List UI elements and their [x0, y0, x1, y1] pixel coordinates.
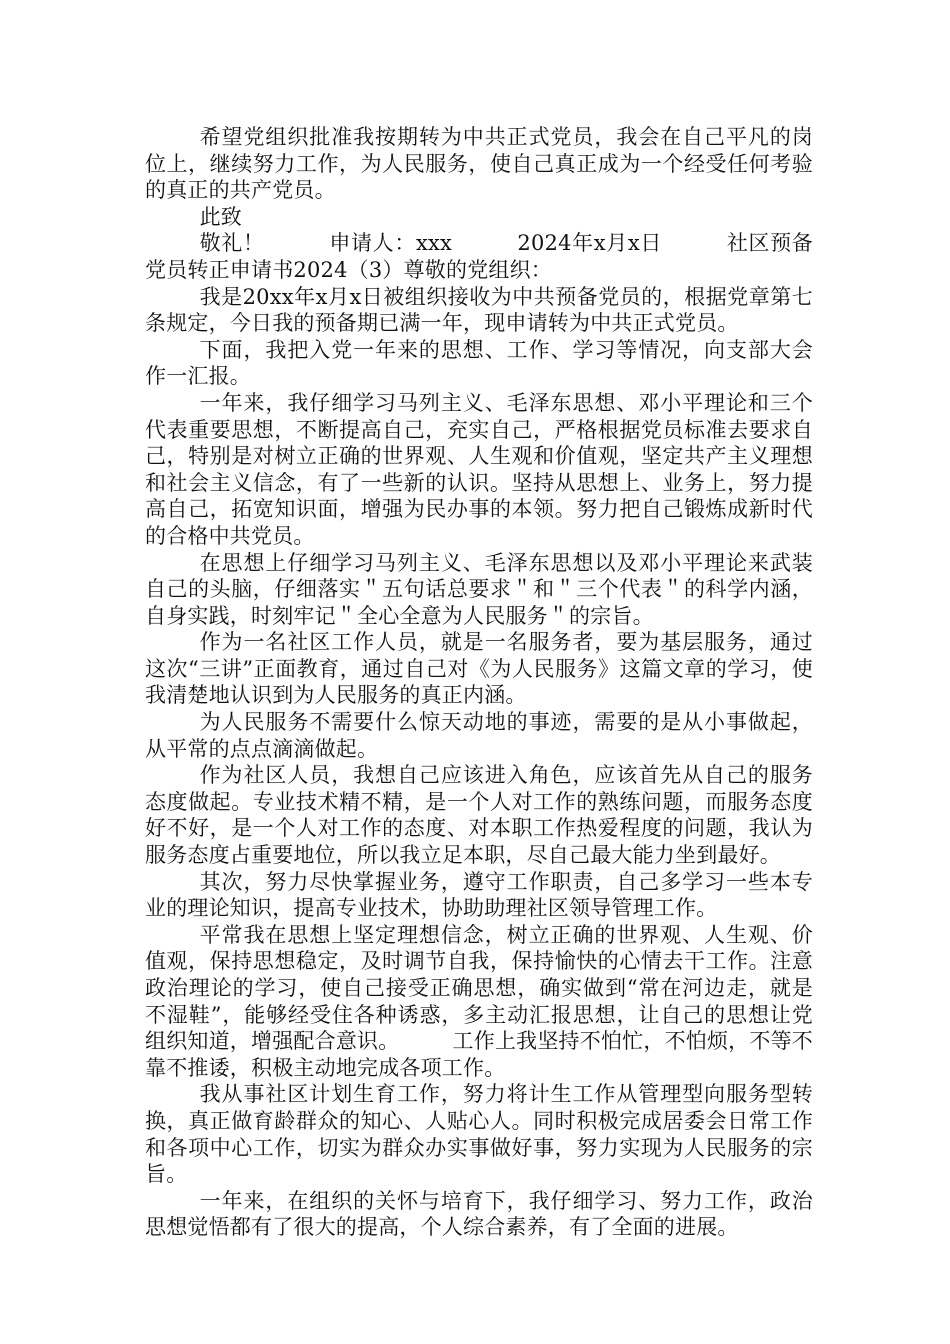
document-body [145, 124, 813, 1241]
paragraph-intro: 我是20xx年x月x日被组织接收为中共预备党员的，根据党章第七条规定，今日我的预备期已满一年，现申请转为中共正式党员。 [145, 284, 813, 336]
paragraph-business: 其次，努力尽快掌握业务，遵守工作职责，自己多学习一些本专业的理论知识，提高专业技术，协助助理社区领导管理工作。 [145, 869, 813, 921]
paragraph-study: 一年来，我仔细学习马列主义、毛泽东思想、邓小平理论和三个代表重要思想，不断提高自己，充实自己，严格根据党员标准去要求自己，特别是对树立正确的世界观、人生观和价值观，坚定共产主义理想和社会主义信念，有了一些新的认识。坚持从思想上、业务上，努力提高自己，拓宽知识面，增强为民办事的本领。努力把自己锻炼成新时代的合格中共党员。 [145, 390, 813, 548]
paragraph-salute-signature: 敬礼！ 申请人：xxx 2024年x月x日 社区预备党员转正申请书2024（3）尊敬的党组织： [145, 231, 813, 282]
paragraph-service-attitude: 作为社区人员，我想自己应该进入角色，应该首先从自己的服务态度做起。专业技术精不精，是一个人对工作的熟练问题，而服务态度好不好，是一个人对工作的态度、对本职工作热爱程度的问题，我认为服务态度占重要地位，所以我立足本职，尽自己最大能力坐到最好。 [145, 763, 813, 868]
paragraph-ideals: 平常我在思想上坚定理想信念，树立正确的世界观、人生观、价值观，保持思想稳定，及时调节自我，保持愉快的心情去干工作。注意政治理论的学习，使自己接受正确思想，确实做到“常在河边走，就是不湿鞋”，能够经受住各种诱惑，多主动汇报思想，让自己的思想让党组织知道，增强配合意识。 工作上我坚持不怕忙，不怕烦，不等不靠不推诿，积极主动地完成各项工作。 [145, 922, 813, 1080]
paragraph-thought: 在思想上仔细学习马列主义、毛泽东思想以及邓小平理论来武装自己的头脑，仔细落实＂五句话总要求＂和＂三个代表＂的科学内涵，自身实践，时刻牢记＂全心全意为人民服务＂的宗旨。 [145, 550, 813, 628]
paragraph-serve-people: 为人民服务不需要什么惊天动地的事迹，需要的是从小事做起，从平常的点点滴滴做起。 [145, 710, 813, 761]
paragraph-conclusion: 一年来，在组织的关怀与培育下，我仔细学习、努力工作，政治思想觉悟都有了很大的提高，个人综合素养，有了全面的进展。 [145, 1188, 813, 1240]
paragraph-cizhi: 此致 [199, 204, 242, 229]
paragraph-hope: 希望党组织批准我按期转为中共正式党员，我会在自己平凡的岗位上，继续努力工作，为人民服务，使自己真正成为一个经受任何考验的真正的共产党员。 [145, 125, 813, 203]
paragraph-community-worker: 作为一名社区工作人员，就是一名服务者，要为基层服务，通过这次“三讲”正面教育，通过自己对《为人民服务》这篇文章的学习，使我清楚地认识到为人民服务的真正内涵。 [145, 630, 813, 708]
paragraph-family-planning: 我从事社区计划生育工作，努力将计生工作从管理型向服务型转换，真正做育龄群众的知心、人贴心人。同时积极完成居委会日常工作和各项中心工作，切实为群众办实事做好事，努力实现为人民服务的宗旨。 [145, 1082, 813, 1187]
paragraph-report: 下面，我把入党一年来的思想、工作、学习等情况，向支部大会作一汇报。 [145, 337, 813, 389]
